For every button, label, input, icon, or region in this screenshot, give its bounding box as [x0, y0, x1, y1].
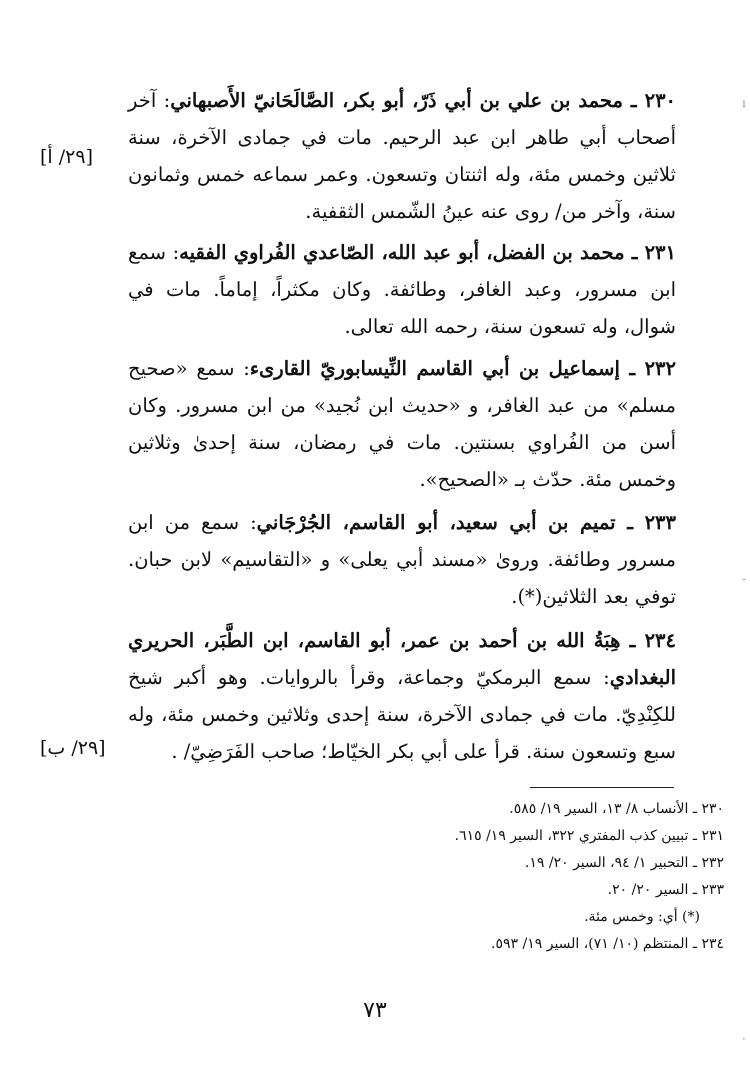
- entry-body: : سمع ابن مسرور، وعبد الغافر، وطائفة. وكان مكثراً، إماماً. مات في شوال، وله تسعون سنة، رحمه الله تعالى.: [128, 241, 676, 338]
- entry-231: [128, 234, 676, 345]
- footnote-231: ٢٣١ ـ تبيين كذب المفتري ٣٢٢، السير ١٩/ ٦١٥.: [454, 828, 724, 844]
- entry-232: [128, 350, 676, 498]
- footnote-divider: [530, 787, 674, 788]
- entry-heading: ٢٣١ ـ محمد بن الفضل، أبو عبد الله، الصّاعدي الفُراوي الفقيه: [179, 241, 676, 264]
- entry-heading: ٢٣٠ ـ محمد بن علي بن أبي ذَرّ، أبو بكر، الصَّالَحَانيّ الأَصبهاني: [170, 89, 677, 112]
- entry-233: [128, 504, 676, 615]
- entry-heading: ٢٣٤ ـ هِبَةُ الله بن أحمد بن عمر، أبو القاسم، ابن الطَّبَر، الحريري البغدادي: [128, 629, 676, 689]
- margin-note-folio-29a: [٢٩/ أ]: [40, 146, 93, 168]
- entry-body: : سمع من ابن مسرور وطائفة. وروىٰ «مسند أبي يعلى» و «التقاسيم» لابن حبان. توفي بعد الثلاثين(*).: [128, 511, 676, 608]
- footnotes: [300, 796, 730, 958]
- entry-heading: ٢٣٢ ـ إسماعيل بن أبي القاسم النِّيسابوريّ القارىء: [249, 357, 676, 380]
- margin-note-folio-29b: [٢٩/ ب]: [40, 737, 106, 759]
- footnote-234: ٢٣٤ ـ المنتظم (١٠/ ٧١)، السير ١٩/ ٥٩٣.: [491, 936, 724, 952]
- page-number: ٧٣: [363, 998, 387, 1023]
- entry-body: : سمع «صحيح مسلم» من عبد الغافر، و «حديث ابن نُجيد» من ابن مسرور. وكان أسن من الفُراوي بسنتين. مات في رمضان، سنة إحدىٰ وثلاثين وخمس مئة. حدّث بـ «الصحيح».: [128, 357, 676, 491]
- entry-body: : سمع البرمكيّ وجماعة، وقرأ بالروايات. وهو أكبر شيخ للكِنْدِيّ. مات في جمادى الآخرة، سنة إحدى وثلاثين وخمس مئة، وله سبع وتسعون سنة. قرأ على أبي بكر الخيّاط؛ صاحب الفَرَضِيّ/ .: [128, 666, 676, 763]
- edge-mark: -: [742, 572, 747, 586]
- entry-heading: ٢٣٣ ـ تميم بن أبي سعيد، أبو القاسم، الجُرْجَاني: [256, 511, 676, 534]
- entry-body: : آخر أصحاب أبي طاهر ابن عبد الرحيم. مات في جمادى الآخرة، سنة ثلاثين وخمس مئة، وله اثنتان وتسعون. وعمر سماعه خمس وثمانون سنة، وآخر من/ روى عنه عينُ الشّمس الثقفية.: [128, 89, 676, 223]
- edge-mark: ı: [742, 96, 746, 110]
- footnote-asterisk: (*) أي: وخمس مئة.: [584, 909, 700, 925]
- entry-230: [128, 82, 676, 230]
- footnote-233: ٢٣٣ ـ السير ٢٠/ ٢٠.: [607, 882, 724, 898]
- entry-234: [128, 622, 676, 770]
- edge-mark: ·: [742, 1032, 746, 1046]
- footnote-232: ٢٣٢ ـ التحبير ١/ ٩٤، السير ٢٠/ ١٩.: [524, 855, 724, 871]
- footnote-230: ٢٣٠ ـ الأنساب ٨/ ١٣، السير ١٩/ ٥٨٥.: [509, 801, 724, 817]
